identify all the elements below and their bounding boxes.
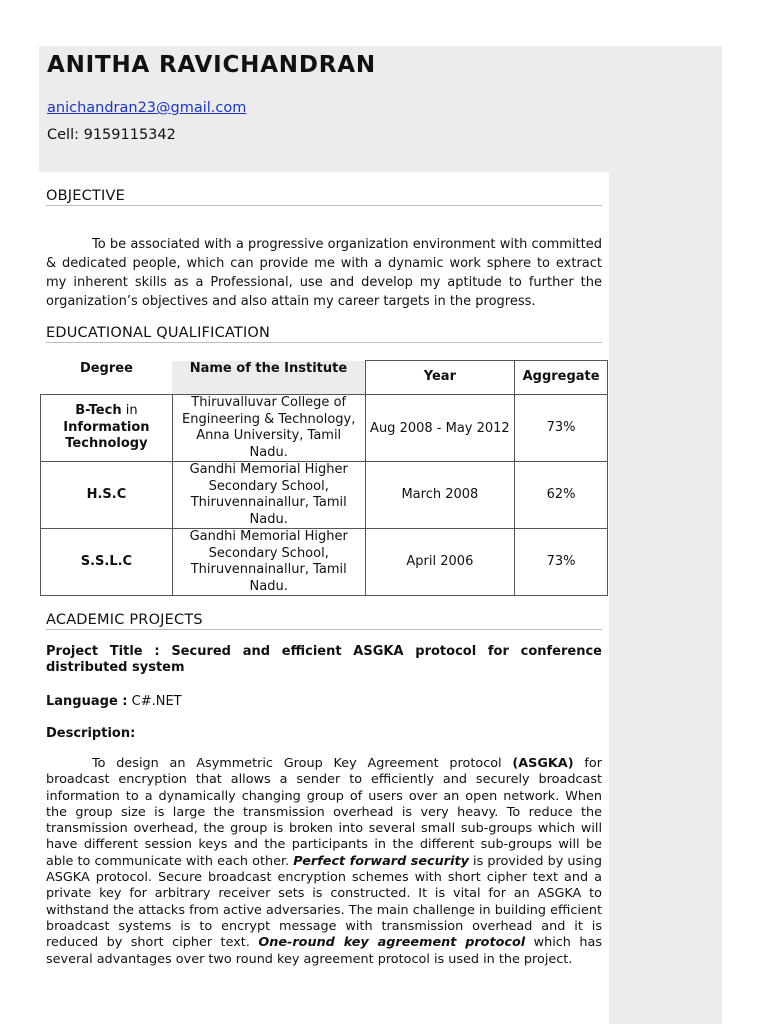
table-row — [41, 462, 608, 529]
year-cell: March 2008 — [365, 462, 515, 529]
section-heading-objective: OBJECTIVE — [46, 188, 602, 206]
cell-number: Cell: 9159115342 — [47, 127, 176, 143]
institute-cell: Gandhi Memorial Higher Secondary School, Thiruvennainallur, Tamil Nadu. — [172, 462, 365, 529]
institute-cell: Gandhi Memorial Higher Secondary School, Thiruvennainallur, Tamil Nadu. — [172, 529, 365, 596]
year-cell: April 2006 — [365, 529, 515, 596]
project-description: To design an Asymmetric Group Key Agreement protocol (ASGKA) for broadcast encryption that allows a sender to efficiently and securely broadcast information to a dynamically changing group of users over an open network. When the group size is large the transmission overhead is very heavy. To reduce the transmission overhead, the group is broken into several small sub-groups which will have different session keys and the participants in the different sub-groups will be able to communicate with each other. Perfect forward security is provided by using ASGKA protocol. Secure broadcast encryption schemes with short cipher text and a private key for arbitrary receiver sets is constructed. It is vital for an ASGKA to withstand the attacks from active adversaries. The main challenge in building efficient broadcast systems is to encrypt message with transmission overhead and it is reduced by short cipher text. One-round key agreement protocol which has several advantages over two round key agreement protocol is used in the project. — [46, 756, 603, 967]
resume-header — [39, 46, 722, 172]
table-header-row — [41, 361, 608, 395]
col-institute: Name of the Institute — [172, 361, 365, 395]
page-background-panel — [609, 46, 722, 1024]
section-heading-projects: ACADEMIC PROJECTS — [46, 612, 602, 630]
description-label: Description: — [46, 726, 136, 741]
year-cell: Aug 2008 - May 2012 — [365, 395, 515, 462]
education-table — [40, 360, 608, 596]
section-heading-education: EDUCATIONAL QUALIFICATION — [46, 325, 602, 343]
resume-body — [46, 172, 602, 968]
degree-cell: B-Tech in Information Technology — [41, 395, 173, 462]
email-link[interactable]: anichandran23@gmail.com — [47, 100, 247, 116]
col-degree: Degree — [79, 360, 133, 376]
table-row — [41, 395, 608, 462]
project-title: Project Title : Secured and efficient ASGKA protocol for conference distributed system — [46, 644, 603, 675]
table-row — [41, 529, 608, 596]
aggregate-cell: 73% — [515, 529, 608, 596]
degree-cell: H.S.C — [41, 462, 173, 529]
degree-cell: S.S.L.C — [41, 529, 173, 596]
project-language: Language : C#.NET — [46, 694, 182, 709]
institute-cell: Thiruvalluvar College of Engineering & Technology, Anna University, Tamil Nadu. — [172, 395, 365, 462]
col-aggregate: Aggregate — [515, 361, 608, 395]
candidate-name: ANITHA RAVICHANDRAN — [47, 52, 376, 78]
aggregate-cell: 73% — [515, 395, 608, 462]
aggregate-cell: 62% — [515, 462, 608, 529]
objective-text: To be associated with a progressive organization environment with committed & dedicated people, which can provide me with a dynamic work sphere to extract my inherent skills as a Professional, use and develop my aptitude to further the organization’s objectives and also attain my career targets in the progress. — [46, 237, 602, 309]
col-year: Year — [365, 361, 515, 395]
